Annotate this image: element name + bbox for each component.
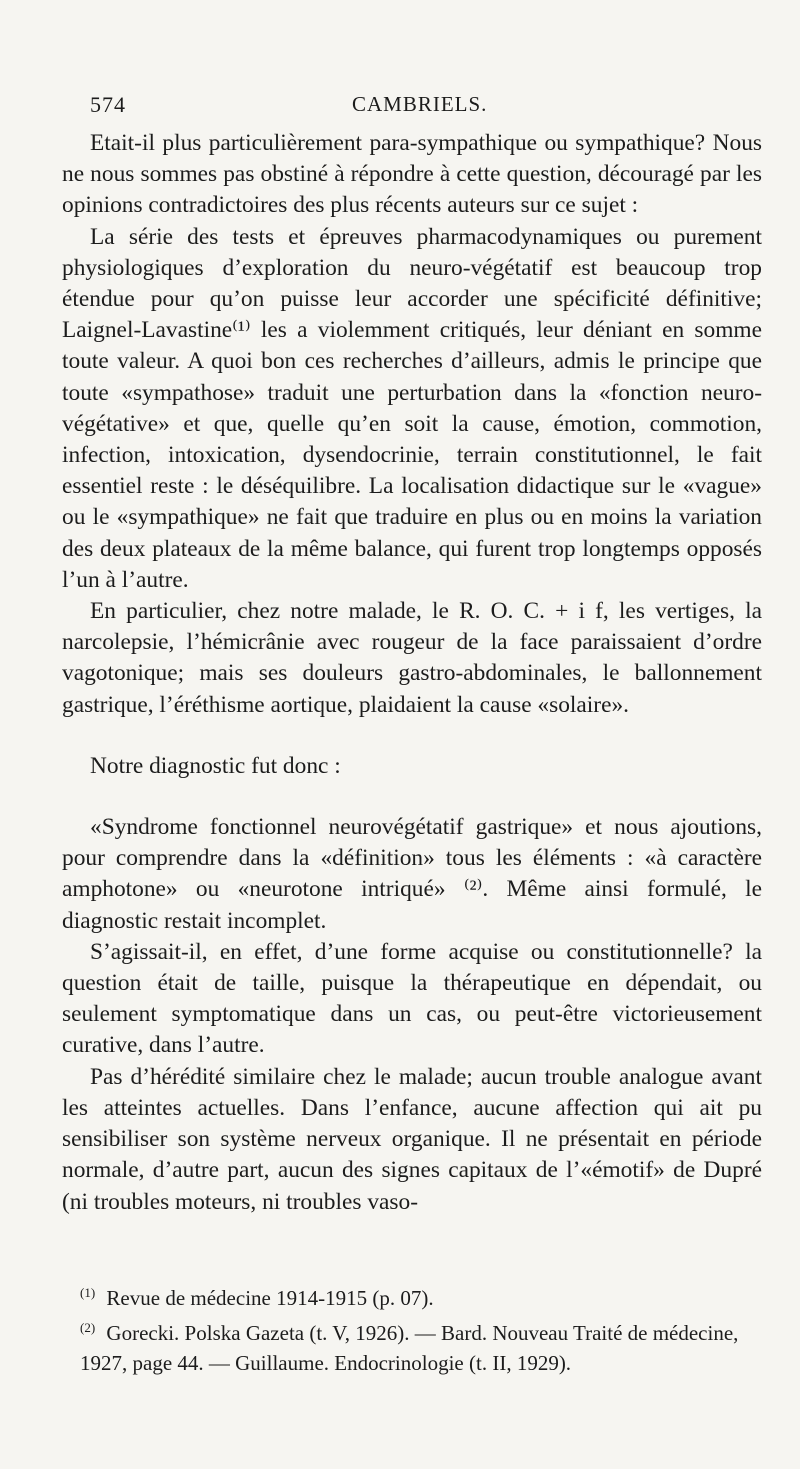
paragraph: Etait-il plus particulièrement para-sympathique ou sympathique? Nous ne nous sommes pas obstiné à répondre à cette question, découragé par les opinions contradictoires des plus récents auteurs sur ce sujet : bbox=[62, 130, 762, 219]
page-header bbox=[62, 92, 762, 122]
paragraph: La série des tests et épreuves pharmacodynamiques ou purement physiologiques d’exploration du neuro-végétatif est beaucoup trop étendue pour qu’on puisse leur accorder une spécificité définitive; Laignel-Lavastine⁽¹⁾ les a violemment critiqués, leur déniant en somme toute valeur. A quoi bon ces recherches d’ailleurs, admis le principe que toute «sympathose» traduit une perturbation dans la «fonction neuro-végétative» et que, quelle qu’en soit la cause, émotion, commotion, infection, intoxication, dysendocrinie, terrain constitutionnel, le fait essentiel reste : le déséquilibre. La localisation didactique sur le «vague» ou le «sympathique» ne fait que traduire en plus ou en moins la variation des deux plateaux de la même balance, qui furent trop longtemps opposés l’un à l’autre. bbox=[62, 223, 762, 593]
footnote-mark: (1) bbox=[80, 1285, 96, 1300]
body-text bbox=[62, 128, 762, 1218]
paragraph: Pas d’hérédité similaire chez le malade; aucun trouble analogue avant les atteintes actuelles. Dans l’enfance, aucune affection qui ait pu sensibiliser son système nerveux organique. Il ne présentait en période normale, d’autre part, aucun des signes capitaux de l’«émotif» de Dupré (ni troubles moteurs, ni troubles vaso- bbox=[62, 1063, 762, 1215]
running-head: CAMBRIELS. bbox=[352, 92, 488, 116]
paragraph: Notre diagnostic fut donc : bbox=[90, 752, 341, 779]
footnotes bbox=[80, 1278, 760, 1378]
paragraph: S’agissait-il, en effet, d’une forme acquise ou constitutionnelle? la question était de taille, puisque la thérapeutique en dépendait, ou seulement symptomatique dans un cas, ou peut-être victorieusement curative, dans l’autre. bbox=[62, 938, 762, 1059]
footnote-text: Revue de médecine 1914-1915 (p. 07). bbox=[106, 1286, 434, 1310]
footnote-separator bbox=[150, 1250, 370, 1251]
paragraph: En particulier, chez notre malade, le R. O. C. + i f, les vertiges, la narcolepsie, l’hémicrânie avec rougeur de la face paraissaient d’ordre vagotonique; mais ses douleurs gastro-abdominales, le ballonnement gastrique, l’éréthisme aortique, plaidaient la cause «solaire». bbox=[62, 598, 762, 718]
page-number: 574 bbox=[90, 92, 126, 117]
footnote-mark: (2) bbox=[80, 1320, 96, 1335]
footnote bbox=[80, 1278, 760, 1313]
paragraph: «Syndrome fonctionnel neurovégétatif gastrique» et nous ajoutions, pour comprendre dans la «définition» tous les éléments : «à caractère amphotone» ou «neurotone intriqué» ⁽²⁾. Même ainsi formulé, le diagnostic restait incomplet. bbox=[62, 814, 762, 934]
footnote bbox=[80, 1313, 760, 1378]
footnote-text: Gorecki. Polska Gazeta (t. V, 1926). — Bard. Nouveau Traité de médecine, 1927, page 44. — Guillaume. Endocrinologie (t. II, 1929). bbox=[80, 1321, 739, 1375]
